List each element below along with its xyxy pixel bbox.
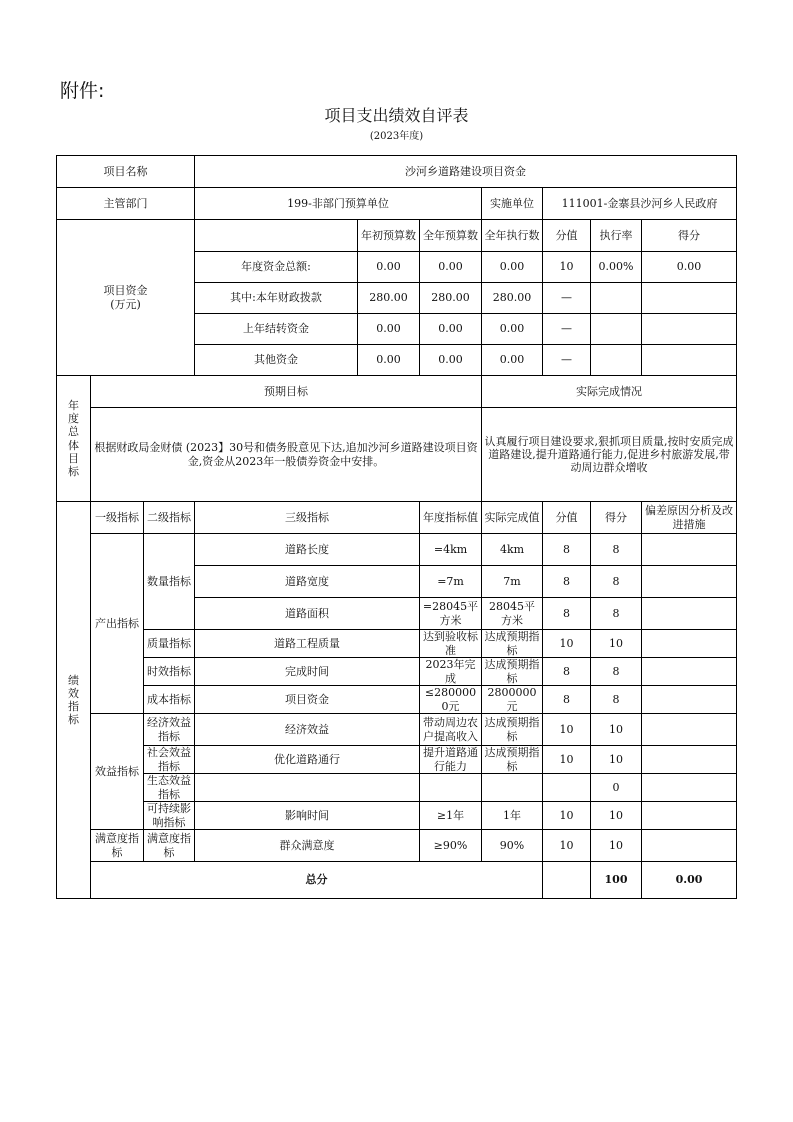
funds-row-score: —: [543, 345, 591, 376]
indicator-points: 8: [591, 566, 642, 598]
indicator-name: [195, 774, 420, 802]
funds-row-label: 年度资金总额:: [195, 252, 358, 283]
total-row: [57, 862, 737, 899]
indicator-row: [57, 658, 737, 686]
funds-row-points: [642, 283, 737, 314]
indicator-target: ≥1年: [420, 802, 482, 830]
total-points: 0.00: [642, 862, 737, 899]
indicator-score: 8: [543, 566, 591, 598]
indicator-header-row: [57, 502, 737, 534]
indicator-points: 10: [591, 714, 642, 746]
indicator-actual: 90%: [482, 830, 543, 862]
indicator-points: 10: [591, 630, 642, 658]
header-level2: 二级指标: [144, 502, 195, 534]
indicator-target: [420, 774, 482, 802]
indicator-points: 8: [591, 534, 642, 566]
indicator-score: 10: [543, 746, 591, 774]
funds-row-label: 其中:本年财政拨款: [195, 283, 358, 314]
funds-row-initial: 0.00: [358, 345, 420, 376]
header-reason: 偏差原因分析及改进措施: [642, 502, 737, 534]
indicator-target: 达到验收标准: [420, 630, 482, 658]
indicator-row: [57, 802, 737, 830]
indicator-target: =7m: [420, 566, 482, 598]
funds-row-initial: 0.00: [358, 314, 420, 345]
time-indicator-label: 时效指标: [144, 658, 195, 686]
quantity-indicator-label: 数量指标: [144, 534, 195, 630]
indicator-name: 优化道路通行: [195, 746, 420, 774]
funds-row-executed: 280.00: [482, 283, 543, 314]
indicator-name: 完成时间: [195, 658, 420, 686]
indicator-row: [57, 686, 737, 714]
indicator-score: 10: [543, 830, 591, 862]
funds-header-annual: 全年预算数: [420, 220, 482, 252]
funds-row-score: —: [543, 283, 591, 314]
indicator-reason: [642, 658, 737, 686]
funds-row-annual: 0.00: [420, 314, 482, 345]
funds-header-points: 得分: [642, 220, 737, 252]
header-target: 年度指标值: [420, 502, 482, 534]
funds-header-rate: 执行率: [591, 220, 642, 252]
total-blank: [543, 862, 591, 899]
indicator-target: 提升道路通行能力: [420, 746, 482, 774]
indicator-reason: [642, 714, 737, 746]
performance-table: [56, 155, 737, 899]
funds-row-points: [642, 314, 737, 345]
header-score: 分值: [543, 502, 591, 534]
impl-value: 111001-金寨县沙河乡人民政府: [543, 188, 737, 220]
indicator-reason: [642, 774, 737, 802]
indicator-row: [57, 774, 737, 802]
expected-goal-header: 预期目标: [91, 376, 482, 408]
indicator-points: 8: [591, 658, 642, 686]
satisfaction-sub-label: 满意度指标: [144, 830, 195, 862]
funds-row-annual: 280.00: [420, 283, 482, 314]
benefit-indicator-label: 效益指标: [91, 714, 144, 830]
department-row: [57, 188, 737, 220]
actual-result-header: 实际完成情况: [482, 376, 737, 408]
indicator-actual: 28045平方米: [482, 598, 543, 630]
indicator-actual: 7m: [482, 566, 543, 598]
indicator-actual: 达成预期指标: [482, 714, 543, 746]
indicator-actual: 2800000元: [482, 686, 543, 714]
indicator-points: 10: [591, 802, 642, 830]
funds-row-rate: [591, 345, 642, 376]
project-name-value: 沙河乡道路建设项目资金: [195, 156, 737, 188]
ecological-benefit-label: 生态效益指标: [144, 774, 195, 802]
funds-row-label: 上年结转资金: [195, 314, 358, 345]
funds-header-initial: 年初预算数: [358, 220, 420, 252]
indicator-actual: 1年: [482, 802, 543, 830]
indicator-reason: [642, 746, 737, 774]
goals-content-row: [57, 408, 737, 502]
indicator-points: 8: [591, 598, 642, 630]
indicator-row: [57, 746, 737, 774]
funds-row-executed: 0.00: [482, 314, 543, 345]
economic-benefit-label: 经济效益指标: [144, 714, 195, 746]
indicator-name: 影响时间: [195, 802, 420, 830]
indicator-row: [57, 830, 737, 862]
indicator-row: [57, 714, 737, 746]
funds-row-points: [642, 345, 737, 376]
report-year: (2023年度): [369, 131, 424, 142]
indicator-actual: [482, 774, 543, 802]
header-level3: 三级指标: [195, 502, 420, 534]
indicator-target: =4km: [420, 534, 482, 566]
indicator-name: 道路长度: [195, 534, 420, 566]
impl-label: 实施单位: [482, 188, 543, 220]
indicator-score: 10: [543, 714, 591, 746]
indicator-name: 群众满意度: [195, 830, 420, 862]
funds-row-executed: 0.00: [482, 345, 543, 376]
indicators-label: [57, 502, 91, 899]
actual-result-text: 认真履行项目建设要求,狠抓项目质量,按时安质完成道路建设,提升道路通行能力,促进乡村旅游发展,带动周边群众增收: [482, 408, 737, 502]
satisfaction-indicator-label: 满意度指标: [91, 830, 144, 862]
indicator-reason: [642, 686, 737, 714]
indicator-name: 道路面积: [195, 598, 420, 630]
funds-row-initial: 0.00: [358, 252, 420, 283]
cost-indicator-label: 成本指标: [144, 686, 195, 714]
funds-header-score: 分值: [543, 220, 591, 252]
goals-label-text: 年 度 总 体 目 标: [68, 398, 79, 478]
indicator-target: =28045平方米: [420, 598, 482, 630]
indicator-score: 8: [543, 686, 591, 714]
indicator-score: 10: [543, 802, 591, 830]
funds-row-label: 其他资金: [195, 345, 358, 376]
dept-value: 199-非部门预算单位: [195, 188, 482, 220]
indicator-name: 经济效益: [195, 714, 420, 746]
funds-row-annual: 0.00: [420, 345, 482, 376]
goals-label: [57, 376, 91, 502]
funds-row-points: 0.00: [642, 252, 737, 283]
funds-row-rate: [591, 314, 642, 345]
indicator-actual: 4km: [482, 534, 543, 566]
indicator-reason: [642, 534, 737, 566]
indicator-target: 2023年完成: [420, 658, 482, 686]
indicator-actual: 达成预期指标: [482, 658, 543, 686]
indicator-points: 0: [591, 774, 642, 802]
indicator-target: 带动周边农户提高收入: [420, 714, 482, 746]
quality-indicator-label: 质量指标: [144, 630, 195, 658]
indicator-reason: [642, 802, 737, 830]
indicator-points: 10: [591, 746, 642, 774]
indicator-score: 8: [543, 598, 591, 630]
indicator-name: 道路宽度: [195, 566, 420, 598]
indicator-score: [543, 774, 591, 802]
indicator-name: 项目资金: [195, 686, 420, 714]
funds-row-annual: 0.00: [420, 252, 482, 283]
total-score: 100: [591, 862, 642, 899]
funds-label-text: 项目资金 (万元): [103, 284, 148, 311]
indicator-row: [57, 534, 737, 566]
total-label: 总分: [91, 862, 543, 899]
funds-row-executed: 0.00: [482, 252, 543, 283]
dept-label: 主管部门: [57, 188, 195, 220]
funds-row-rate: 0.00%: [591, 252, 642, 283]
funds-header-row: [57, 220, 737, 252]
indicator-points: 8: [591, 686, 642, 714]
indicator-reason: [642, 566, 737, 598]
page-title: 项目支出绩效自评表: [324, 106, 469, 125]
funds-header-blank: [195, 220, 358, 252]
funds-header-executed: 全年执行数: [482, 220, 543, 252]
indicator-reason: [642, 630, 737, 658]
project-name-label: 项目名称: [57, 156, 195, 188]
expected-goal-text: 根据财政局金财债 (2023】30号和债务股意见下达,追加沙河乡道路建设项目资金,资金从2023年一般债券资金中安排。: [91, 408, 482, 502]
funds-row-initial: 280.00: [358, 283, 420, 314]
funds-row-rate: [591, 283, 642, 314]
header-actual: 实际完成值: [482, 502, 543, 534]
goals-header-row: [57, 376, 737, 408]
indicator-name: 道路工程质量: [195, 630, 420, 658]
indicator-score: 8: [543, 534, 591, 566]
indicator-points: 10: [591, 830, 642, 862]
indicator-row: [57, 630, 737, 658]
indicator-score: 10: [543, 630, 591, 658]
indicator-actual: 达成预期指标: [482, 630, 543, 658]
indicator-reason: [642, 830, 737, 862]
sustainable-impact-label: 可持续影响指标: [144, 802, 195, 830]
attachment-label: 附件:: [60, 80, 105, 102]
indicator-target: ≥90%: [420, 830, 482, 862]
indicators-label-text: 绩 效 指 标: [68, 673, 79, 727]
header-level1: 一级指标: [91, 502, 144, 534]
indicator-score: 8: [543, 658, 591, 686]
funds-label: [57, 220, 195, 376]
funds-row-score: 10: [543, 252, 591, 283]
funds-row-score: —: [543, 314, 591, 345]
indicator-reason: [642, 598, 737, 630]
indicator-actual: 达成预期指标: [482, 746, 543, 774]
social-benefit-label: 社会效益指标: [144, 746, 195, 774]
header-points: 得分: [591, 502, 642, 534]
indicator-target: ≤2800000元: [420, 686, 482, 714]
output-indicator-label: 产出指标: [91, 534, 144, 714]
project-name-row: [57, 156, 737, 188]
